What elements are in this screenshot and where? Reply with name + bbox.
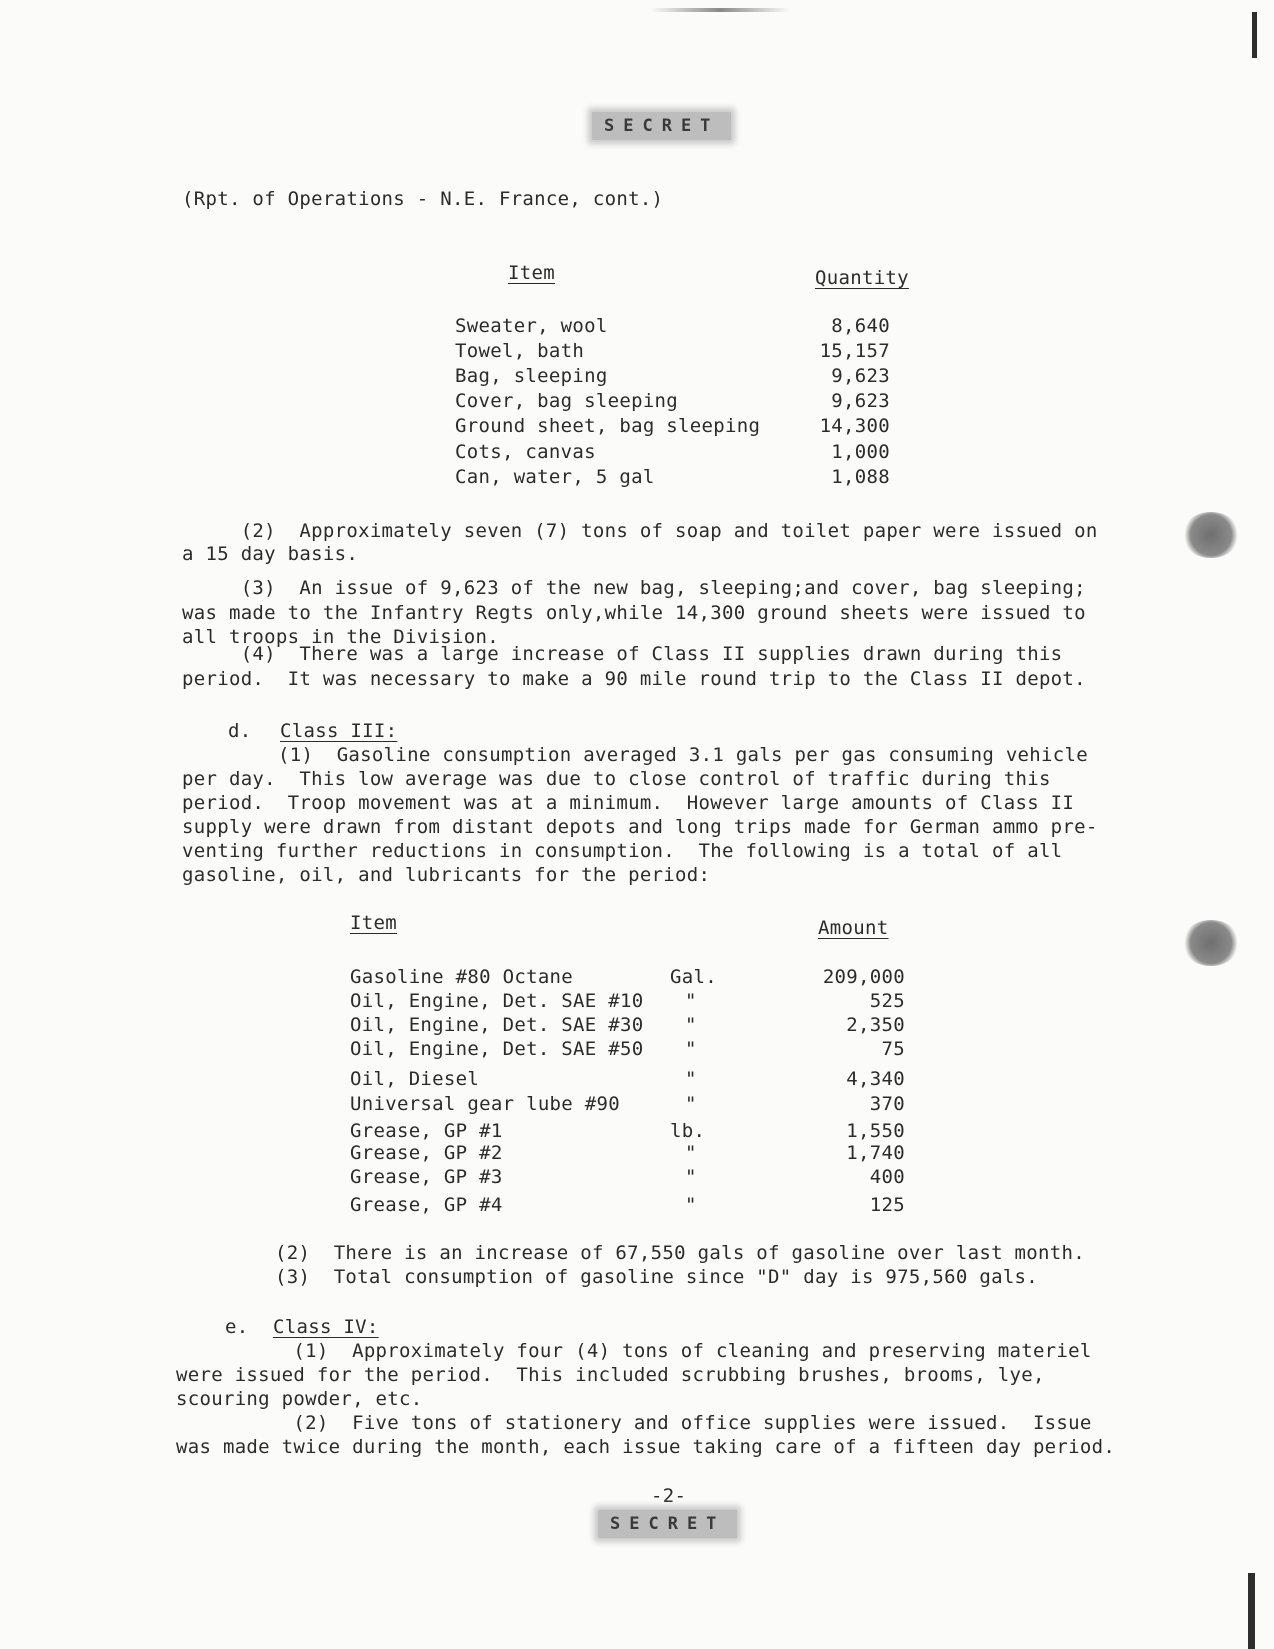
- paragraph-line: supply were drawn from distant depots and long trips made for German ammo pre-: [182, 816, 1098, 838]
- paragraph-line: (4) There was a large increase of Class II supplies drawn during this: [182, 643, 1063, 665]
- table-row-unit: ": [685, 990, 697, 1012]
- table-row-unit: lb.: [670, 1120, 706, 1142]
- table-row-item: Oil, Engine, Det. SAE #30: [350, 1014, 644, 1036]
- table-row-item: Sweater, wool: [455, 315, 608, 337]
- table-row-item: Grease, GP #3: [350, 1166, 503, 1188]
- table-row-item: Cots, canvas: [455, 441, 596, 463]
- scan-artifact-top: [650, 8, 790, 12]
- table-row-quantity: 1,088: [831, 466, 890, 488]
- table-row-unit: ": [685, 1014, 697, 1036]
- table-row-item: Towel, bath: [455, 340, 585, 362]
- table-row-item: Universal gear lube #90: [350, 1093, 620, 1115]
- table-row-amount: 370: [869, 1093, 905, 1115]
- class3-note-total: (3) Total consumption of gasoline since "D" day is 975,560 gals.: [275, 1266, 1039, 1288]
- table-row-quantity: 8,640: [831, 315, 890, 337]
- table-row-item: Ground sheet, bag sleeping: [455, 415, 761, 437]
- table-row-unit: ": [685, 1093, 697, 1115]
- paragraph-line: venting further reductions in consumption. The following is a total of all: [182, 840, 1063, 862]
- paragraph-line: period. It was necessary to make a 90 mile round trip to the Class II depot.: [182, 668, 1086, 690]
- paragraph-line: per day. This low average was due to close control of traffic during this: [182, 768, 1051, 790]
- table-row-amount: 1,740: [846, 1142, 905, 1164]
- class3-heading: Class III:: [280, 720, 398, 742]
- table-row-amount: 75: [881, 1038, 905, 1060]
- page-number: -2-: [651, 1485, 687, 1507]
- table-row-unit: Gal.: [670, 966, 717, 988]
- item-column-header: Item: [508, 262, 555, 284]
- pol-amount-column-header: Amount: [818, 917, 889, 939]
- paragraph-line: period. Troop movement was at a minimum. However large amounts of Class II: [182, 792, 1075, 814]
- class4-label: e.: [225, 1316, 249, 1338]
- paragraph-line: all troops in the Division.: [182, 626, 499, 648]
- table-row-item: Grease, GP #2: [350, 1142, 503, 1164]
- table-row-amount: 525: [869, 990, 905, 1012]
- table-row-quantity: 1,000: [831, 441, 890, 463]
- table-row-item: Grease, GP #4: [350, 1194, 503, 1216]
- paragraph-line: (1) Approximately four (4) tons of cleaning and preserving materiel: [176, 1340, 1092, 1362]
- table-row-amount: 4,340: [846, 1068, 905, 1090]
- table-row-quantity: 14,300: [819, 415, 890, 437]
- table-row-item: Oil, Engine, Det. SAE #10: [350, 990, 644, 1012]
- table-row-amount: 2,350: [846, 1014, 905, 1036]
- table-row-unit: ": [685, 1038, 697, 1060]
- table-row-unit: ": [685, 1142, 697, 1164]
- scan-edge-mark-top: [1252, 12, 1257, 58]
- class3-note-increase: (2) There is an increase of 67,550 gals of gasoline over last month.: [275, 1242, 1085, 1264]
- table-row-quantity: 15,157: [819, 340, 890, 362]
- table-row-quantity: 9,623: [831, 390, 890, 412]
- pol-item-column-header: Item: [350, 912, 397, 934]
- scan-edge-mark-bottom: [1248, 1573, 1255, 1649]
- paragraph-line: gasoline, oil, and lubricants for the period:: [182, 864, 711, 886]
- table-row-item: Bag, sleeping: [455, 365, 608, 387]
- class4-heading: Class IV:: [273, 1316, 379, 1338]
- paragraph-line: was made to the Infantry Regts only,while 14,300 ground sheets were issued to: [182, 602, 1086, 624]
- table-row-unit: ": [685, 1194, 697, 1216]
- paragraph-line: a 15 day basis.: [182, 543, 359, 565]
- ink-blot-upper: [1182, 512, 1240, 558]
- paragraph-line: (3) An issue of 9,623 of the new bag, sleeping;and cover, bag sleeping;: [182, 577, 1086, 599]
- table-row-amount: 125: [869, 1194, 905, 1216]
- paragraph-line: (1) Gasoline consumption averaged 3.1 gals per gas consuming vehicle: [278, 744, 1088, 766]
- table-row-item: Oil, Diesel: [350, 1068, 480, 1090]
- class3-label: d.: [228, 720, 252, 742]
- table-row-amount: 400: [869, 1166, 905, 1188]
- table-row-item: Oil, Engine, Det. SAE #50: [350, 1038, 644, 1060]
- ink-blot-lower: [1182, 920, 1240, 966]
- table-row-unit: ": [685, 1068, 697, 1090]
- quantity-column-header: Quantity: [815, 267, 909, 289]
- classification-stamp-top: SECRET: [592, 112, 731, 140]
- table-row-item: Gasoline #80 Octane: [350, 966, 574, 988]
- paragraph-line: (2) Approximately seven (7) tons of soap and toilet paper were issued on: [182, 520, 1098, 542]
- table-row-unit: ": [685, 1166, 697, 1188]
- report-continuation-title: (Rpt. of Operations - N.E. France, cont.): [182, 188, 664, 210]
- table-row-amount: 1,550: [846, 1120, 905, 1142]
- paragraph-line: scouring powder, etc.: [176, 1388, 423, 1410]
- paragraph-line: (2) Five tons of stationery and office supplies were issued. Issue: [176, 1412, 1092, 1434]
- classification-stamp-bottom: SECRET: [598, 1510, 737, 1538]
- table-row-quantity: 9,623: [831, 365, 890, 387]
- table-row-amount: 209,000: [822, 966, 905, 988]
- paragraph-line: were issued for the period. This included scrubbing brushes, brooms, lye,: [176, 1364, 1045, 1386]
- paragraph-line: was made twice during the month, each issue taking care of a fifteen day period.: [176, 1436, 1116, 1458]
- table-row-item: Grease, GP #1: [350, 1120, 503, 1142]
- table-row-item: Can, water, 5 gal: [455, 466, 655, 488]
- table-row-item: Cover, bag sleeping: [455, 390, 679, 412]
